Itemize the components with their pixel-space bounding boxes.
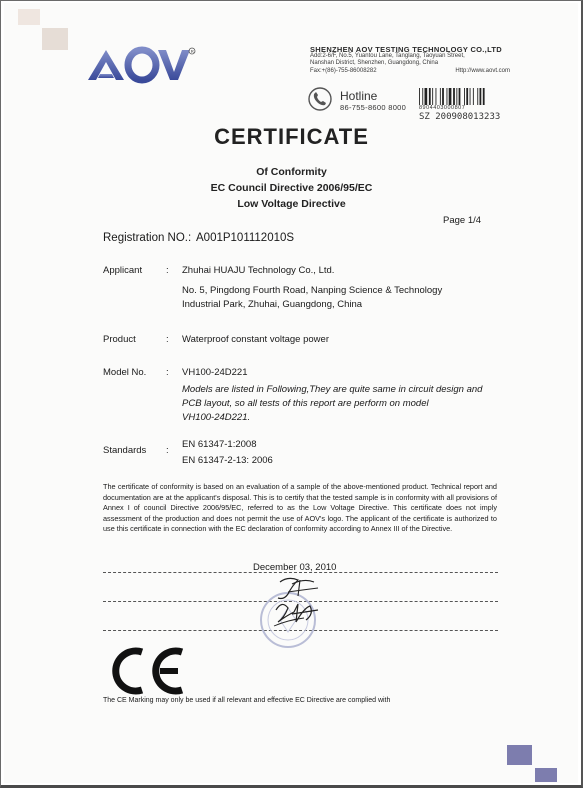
aov-logo (86, 44, 196, 84)
model-note-line2: PCB layout, so all tests of this report are perform on model (182, 398, 429, 409)
colon: : (166, 334, 169, 345)
scan-artifact (535, 768, 557, 782)
product-value: Waterproof constant voltage power (182, 334, 329, 345)
certificate-title: CERTIFICATE (214, 124, 369, 149)
hotline-number: 86-755-8600 8000 (340, 103, 407, 112)
company-name: SHENZHEN AOV TESTING TECHNOLOGY CO.,LTD (310, 45, 502, 54)
issue-date: December 03, 2010 (253, 562, 337, 573)
standard-2: EN 61347-2-13: 2006 (182, 455, 273, 466)
subtitle-directive: EC Council Directive 2006/95/EC (210, 182, 373, 194)
company-address-line2: Nanshan District, Shenzhen, Guangdong, China (310, 60, 439, 67)
model-note-line3: VH100-24D221. (182, 412, 251, 423)
company-website: Http://www.aovt.com (455, 67, 510, 74)
company-info (310, 46, 510, 75)
paper-blemish (18, 9, 40, 25)
serial-number: SZ 200908013233 (419, 112, 501, 122)
registration-label: Registration NO.: (103, 232, 192, 244)
colon: : (166, 367, 169, 378)
ce-marking-note: The CE Marking may only be used if all relevant and effective EC Directive are complied with (103, 697, 391, 704)
company-fax: Fax:+(86)-755-86008282 (310, 67, 377, 74)
hotline-label: Hotline (340, 89, 378, 103)
colon: : (166, 445, 169, 456)
phone-icon (306, 86, 336, 112)
subtitle-conformity: Of Conformity (256, 166, 327, 178)
product-label: Product (103, 334, 136, 345)
applicant-address-line2: Industrial Park, Zhuhai, Guangdong, China (182, 299, 363, 310)
svg-text:R: R (190, 48, 194, 54)
model-note: Models are listed in Following,They are quite same in circuit design and (182, 384, 483, 395)
colon: : (166, 265, 169, 276)
applicant-address: No. 5, Pingdong Fourth Road, Nanping Science & Technology (182, 285, 443, 296)
applicant-label: Applicant (103, 265, 143, 276)
scan-artifact (507, 745, 532, 765)
barcode-digits: 8904403000807 (419, 105, 466, 111)
registration-number: A001P101112010S (196, 232, 295, 244)
barcode (419, 88, 499, 105)
applicant-name: Zhuhai HUAJU Technology Co., Ltd. (182, 265, 335, 276)
page-number: Page 1/4 (443, 215, 482, 226)
paper-blemish (42, 28, 68, 50)
model-value: VH100-24D221 (182, 367, 248, 378)
company-address: Add:2-6/F, No.5, Yuantou Lane, Tanglang, Taoyuan Street, (310, 53, 465, 60)
ce-mark-icon (108, 646, 188, 696)
standards-label: Standards (103, 445, 147, 456)
standard-1: EN 61347-1:2008 (182, 439, 257, 450)
handwritten-signature (248, 570, 348, 640)
model-label: Model No. (103, 367, 147, 378)
subtitle-low-voltage: Low Voltage Directive (237, 198, 346, 210)
certificate-statement: The certificate of conformity is based on an evaluation of a sample of the above-mentioned product. Technical report and documentation are at the applicant's disposal. This is to certify that the tested sample is in conformity with all provisions of Annex I of council Directive 2006/95/EC, referred to as the Low Voltage Directive. This certificate does not imply assessment of the production and does not permit the use of AOV's logo. The applicant of the certificate is authorized to use this certificate in connection with the EC declaration of conformity according to Annex III of the Directive. (103, 482, 497, 534)
